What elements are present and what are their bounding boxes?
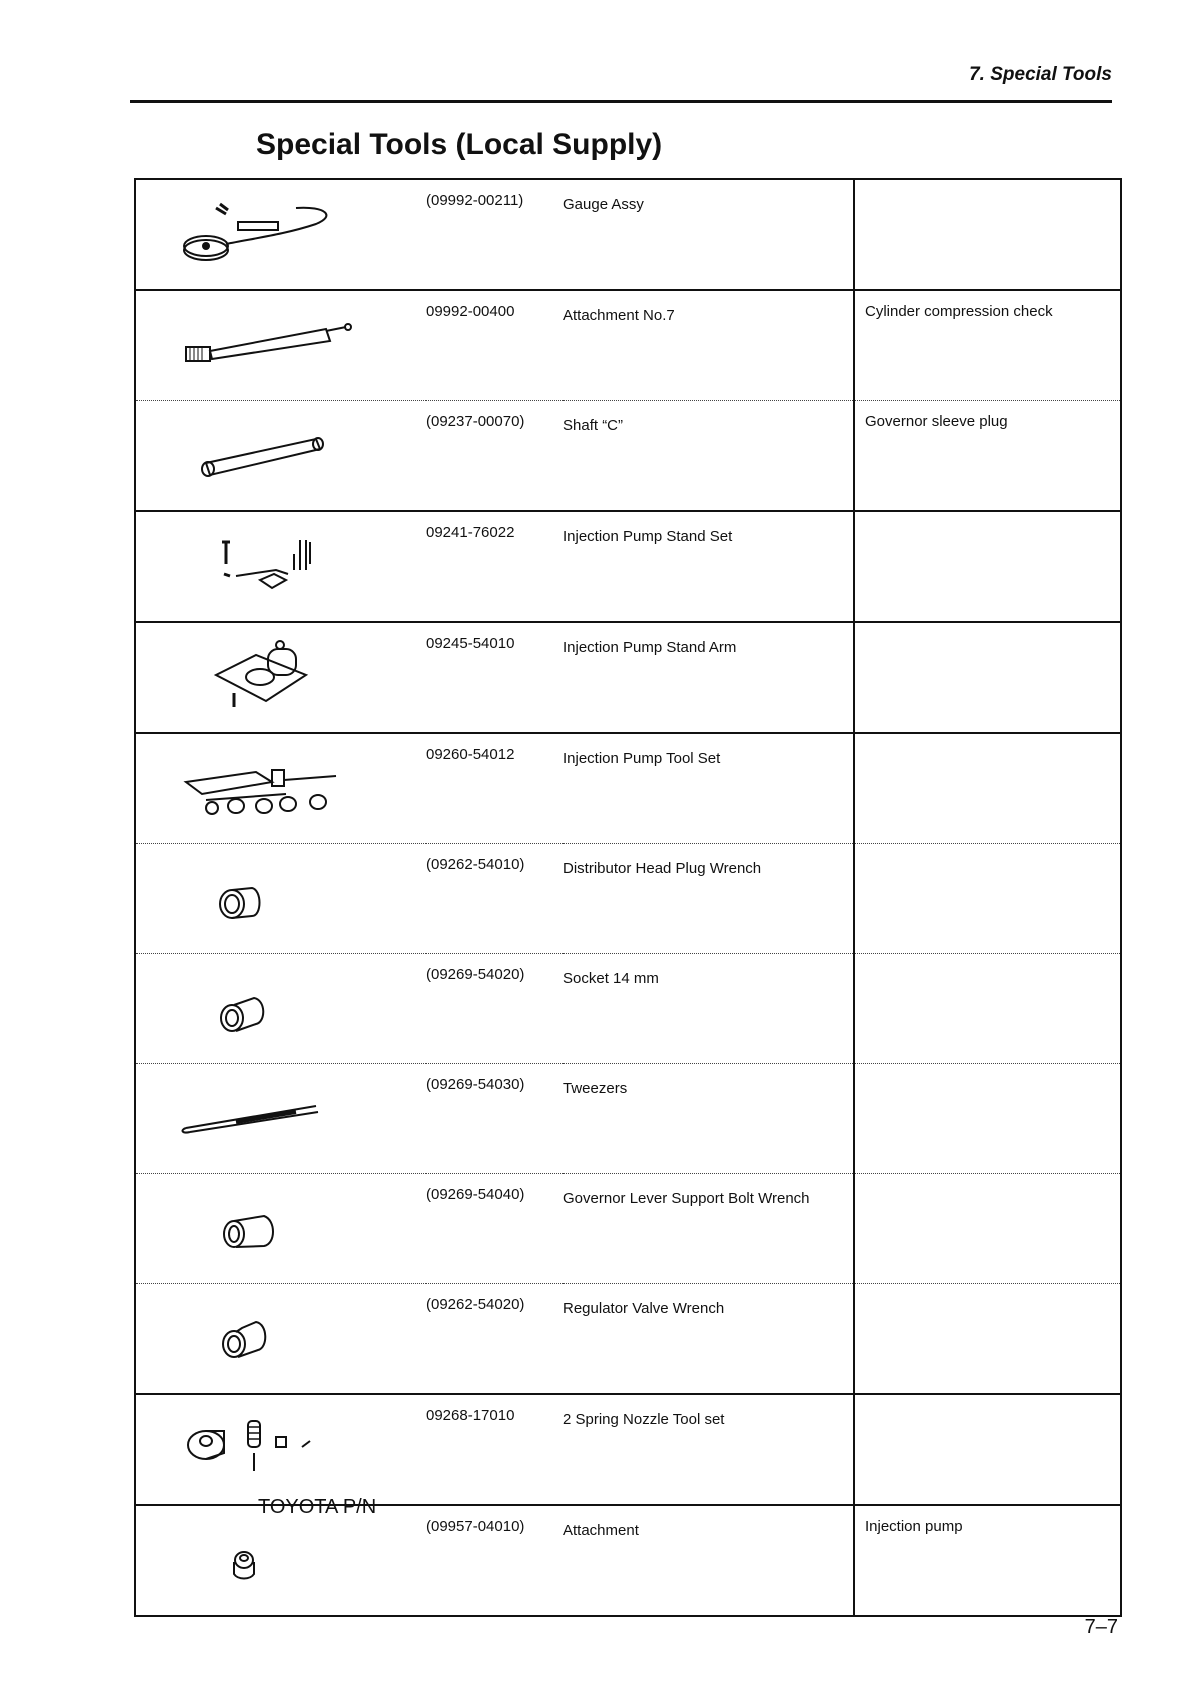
part-number: (09269-54040) xyxy=(426,1174,563,1284)
tool-image-cell xyxy=(135,401,426,512)
table-row xyxy=(135,179,1121,290)
header-rule xyxy=(130,100,1112,103)
table-row xyxy=(135,622,1121,733)
section-title: 7. Special Tools xyxy=(969,64,1112,85)
tool-image-cell xyxy=(135,1174,426,1284)
tool-name: Governor Lever Support Bolt Wrench xyxy=(563,1174,854,1284)
part-number: (09269-54020) xyxy=(426,954,563,1064)
tool-name: Gauge Assy xyxy=(563,179,854,290)
tool-use: Injection pump xyxy=(854,1505,1121,1616)
table-row xyxy=(135,1394,1121,1505)
tool-name: Regulator Valve Wrench xyxy=(563,1284,854,1395)
tool-name: Socket 14 mm xyxy=(563,954,854,1064)
pump-stand-set-icon xyxy=(176,520,356,602)
tool-image-cell xyxy=(135,954,426,1064)
tool-use xyxy=(854,1284,1121,1395)
socket-long-icon xyxy=(176,1182,356,1264)
page-title: Special Tools (Local Supply) xyxy=(256,128,663,161)
tool-name: Injection Pump Stand Set xyxy=(563,511,854,622)
socket-icon xyxy=(176,1292,356,1374)
page-number: 7–7 xyxy=(1084,1616,1118,1638)
tool-use xyxy=(854,622,1121,733)
tool-name: 2 Spring Nozzle Tool set xyxy=(563,1394,854,1505)
tool-name: Shaft “C” xyxy=(563,401,854,512)
special-tools-table xyxy=(134,178,1122,1617)
tool-use xyxy=(854,179,1121,290)
part-number: 09992-00400 xyxy=(426,290,563,401)
footer-note: TOYOTA P/N xyxy=(258,1496,377,1518)
small-attachment-icon xyxy=(176,1514,356,1596)
part-number: 09241-76022 xyxy=(426,511,563,622)
table-row xyxy=(135,1174,1121,1284)
table-row xyxy=(135,1284,1121,1395)
tool-use xyxy=(854,1394,1121,1505)
part-number: (09262-54010) xyxy=(426,844,563,954)
tool-use: Cylinder compression check xyxy=(854,290,1121,401)
socket-icon xyxy=(176,852,356,934)
nozzle-tool-set-icon xyxy=(176,1403,356,1485)
table-row xyxy=(135,511,1121,622)
tool-image-cell xyxy=(135,179,426,290)
tool-set-icon xyxy=(176,742,356,824)
tool-use xyxy=(854,1064,1121,1174)
tool-use xyxy=(854,511,1121,622)
shaft-icon xyxy=(176,409,356,491)
tool-image-cell xyxy=(135,733,426,844)
part-number: 09260-54012 xyxy=(426,733,563,844)
part-number: (09269-54030) xyxy=(426,1064,563,1174)
tool-name: Attachment No.7 xyxy=(563,290,854,401)
part-number: (09992-00211) xyxy=(426,179,563,290)
part-number: (09957-04010) xyxy=(426,1505,563,1616)
table-row xyxy=(135,733,1121,844)
tool-image-cell xyxy=(135,844,426,954)
tweezers-icon xyxy=(176,1072,356,1154)
tool-name: Injection Pump Tool Set xyxy=(563,733,854,844)
attachment-rod-icon xyxy=(176,299,356,381)
tool-image-cell xyxy=(135,1284,426,1395)
part-number: (09262-54020) xyxy=(426,1284,563,1395)
tool-image-cell xyxy=(135,290,426,401)
tool-use: Governor sleeve plug xyxy=(854,401,1121,512)
tool-name: Distributor Head Plug Wrench xyxy=(563,844,854,954)
part-number: 09245-54010 xyxy=(426,622,563,733)
tool-use xyxy=(854,844,1121,954)
part-number: (09237-00070) xyxy=(426,401,563,512)
tool-image-cell xyxy=(135,1394,426,1505)
table-row xyxy=(135,954,1121,1064)
tool-image-cell xyxy=(135,622,426,733)
tool-name: Tweezers xyxy=(563,1064,854,1174)
tool-image-cell xyxy=(135,511,426,622)
stand-arm-icon xyxy=(176,631,356,713)
tool-image-cell xyxy=(135,1064,426,1174)
table-row xyxy=(135,1505,1121,1616)
table-row xyxy=(135,1064,1121,1174)
pressure-gauge-icon xyxy=(176,188,356,270)
tool-image-cell xyxy=(135,1505,426,1616)
socket-icon xyxy=(176,962,356,1044)
tool-name: Injection Pump Stand Arm xyxy=(563,622,854,733)
tool-use xyxy=(854,954,1121,1064)
table-row xyxy=(135,844,1121,954)
tool-name: Attachment xyxy=(563,1505,854,1616)
table-row xyxy=(135,401,1121,512)
table-row xyxy=(135,290,1121,401)
tool-use xyxy=(854,1174,1121,1284)
tool-use xyxy=(854,733,1121,844)
part-number: 09268-17010 xyxy=(426,1394,563,1505)
